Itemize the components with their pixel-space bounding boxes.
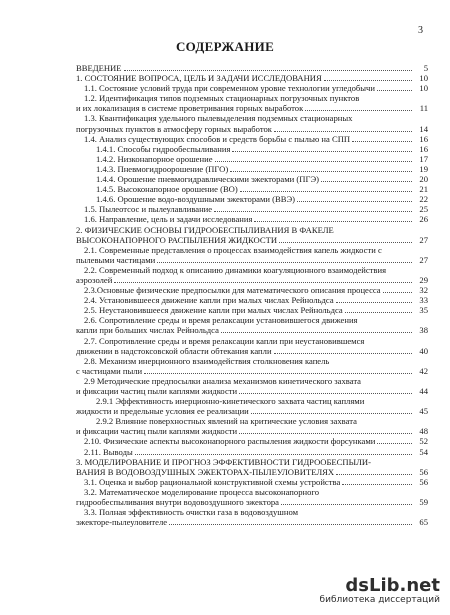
dot-leader [124, 69, 413, 71]
dslib-logo [324, 575, 442, 595]
dot-leader [274, 130, 412, 132]
dot-leader [383, 291, 412, 293]
toc-page-number: 40 [419, 345, 428, 356]
dot-leader [321, 180, 412, 182]
toc-entry-text: 2.1. Современные представления о процессах взаимодействия капель жидкости с [84, 244, 382, 255]
toc-page-number: 59 [419, 497, 428, 508]
toc-page-number: 48 [419, 426, 428, 437]
toc-entry [76, 285, 428, 295]
toc-entry-text: 2.11. Выводы [84, 446, 133, 457]
dot-leader [251, 412, 412, 414]
dot-leader [345, 311, 412, 313]
toc-entry [76, 477, 428, 487]
toc-page-number: 54 [419, 446, 428, 457]
toc-entry [76, 487, 428, 507]
toc-entry-text: 1.4.2. Низконапорное орошение [96, 153, 213, 164]
toc-entry-text: 1.6. Направление, цель и задачи исследования [84, 214, 253, 225]
dot-leader [297, 200, 412, 202]
toc-page-number: 19 [419, 163, 428, 174]
toc-page-number: 27 [419, 234, 428, 245]
toc-entry-text: 3.1. Оценка и выбор рациональной конструктивной схемы устройства [84, 476, 341, 487]
dot-leader [214, 210, 412, 212]
dot-leader [221, 331, 412, 333]
toc-page-number: 14 [419, 123, 428, 134]
toc-entry [76, 134, 428, 144]
toc-page-number: 35 [419, 305, 428, 316]
toc-entry-text: 2.9 Методические предпосылки анализа механизмов кинетического захвата [84, 375, 361, 386]
toc-entry-text: 1.5. Пылеотсос и пылеулавливание [84, 204, 213, 215]
table-of-contents [76, 63, 428, 527]
toc-page-number: 11 [419, 103, 428, 114]
toc-page-number: 45 [419, 406, 428, 417]
dot-leader [305, 109, 412, 111]
toc-entry-text: и их локализация в системе проветривания горных выработок [76, 103, 304, 114]
toc-entry-text: 2.7. Сопротивление среды и время релаксации капли при неустановившемся [84, 335, 365, 346]
dot-leader [377, 89, 412, 91]
toc-entry [76, 245, 428, 265]
toc-entry-text: 2.3.Основные физические предпосылки для математического описания процесса [84, 285, 381, 296]
dot-leader [169, 523, 412, 525]
toc-entry [76, 315, 428, 335]
toc-entry [76, 265, 428, 285]
toc-entry-text: 2.9.1 Эффективность инерционно-кинетического захвата частиц каплями [96, 396, 365, 407]
toc-entry [76, 356, 428, 376]
toc-entry [76, 83, 428, 93]
toc-page-number: 10 [419, 73, 428, 84]
toc-page-number: 21 [419, 184, 428, 195]
toc-entry-text: 2.6. Сопротивление среды и время релаксации установившегося движения [84, 315, 358, 326]
toc-page-number: 17 [419, 153, 428, 164]
toc-entry-text: капли при больших числах Рейнольдса [76, 325, 219, 336]
dot-leader [239, 392, 412, 394]
toc-entry [76, 113, 428, 133]
toc-entry-text: погрузочных пунктов в атмосферу горных выработок [76, 123, 272, 134]
toc-page-number: 29 [419, 274, 428, 285]
dslib-logo-text: dsLib.net [345, 575, 440, 595]
toc-entry [76, 164, 428, 174]
page-number: 3 [418, 25, 423, 36]
toc-entry [76, 174, 428, 184]
toc-entry-text: 1.4.4. Орошение пневмогидравлическими эжекторами (ПГЭ) [96, 174, 319, 185]
toc-entry-text: движении в надстоксовской области обтекания капли [76, 345, 272, 356]
dot-leader [232, 150, 412, 152]
dot-leader [144, 372, 412, 374]
toc-entry-text: гидрообеспыливания внутри водовоздушного эжектора [76, 497, 279, 508]
toc-entry-text: 1.4.3. Пневмогидроорошение (ПГО) [96, 163, 229, 174]
toc-page-number: 16 [419, 143, 428, 154]
dot-leader [114, 281, 412, 283]
watermark-subtitle: библиотека диссертаций [319, 595, 440, 605]
toc-page-number: 10 [419, 83, 428, 94]
toc-entry-text: ВАНИЯ В ВОДОВОЗДУШНЫХ ЭЖЕКТОРАХ-ПЫЛЕУЛОВИТЕЛЯХ [76, 466, 335, 477]
dot-leader [240, 190, 412, 192]
toc-page-number: 56 [419, 476, 428, 487]
toc-entry-text: эжекторе-пылеуловителе [76, 517, 168, 528]
dot-leader [324, 79, 412, 81]
toc-page-number: 16 [419, 133, 428, 144]
watermark [319, 575, 442, 609]
toc-page-number: 38 [419, 325, 428, 336]
dot-leader [215, 160, 412, 162]
toc-entry-text: 2.2. Современный подход к описанию динамики коагуляционного взаимодействия [84, 264, 387, 275]
toc-entry-text: 1.4.6. Орошение водо-воздушными эжекторами (ВВЭ) [96, 194, 296, 205]
toc-entry [76, 73, 428, 83]
toc-entry-text: 2.4. Установившееся движение капли при малых числах Рейнольдса [84, 295, 334, 306]
dot-leader [274, 352, 412, 354]
dot-leader [157, 261, 412, 263]
toc-entry [76, 376, 428, 396]
toc-entry [76, 144, 428, 154]
toc-entry-text: с частицами пыли [76, 365, 143, 376]
dot-leader [352, 140, 412, 142]
dot-leader [135, 453, 412, 455]
dot-leader [281, 503, 412, 505]
toc-page-number: 5 [423, 63, 428, 73]
toc-page-number: 52 [419, 436, 428, 447]
toc-entry [76, 447, 428, 457]
toc-page-number: 25 [419, 204, 428, 215]
toc-entry-text: 2.5. Неустановившееся движение капли при малых числах Рейнольдса [84, 305, 343, 316]
toc-entry-text: 1.4.5. Высоконапорное орошение (ВО) [96, 184, 238, 195]
dot-leader [239, 432, 412, 434]
toc-entry-text: 1.3. Квантификация удельного пылевыделения подземных стационарных [84, 113, 353, 124]
dot-leader [336, 473, 412, 475]
dot-leader [230, 170, 412, 172]
toc-entry [76, 305, 428, 315]
toc-entry-text: 1. СОСТОЯНИЕ ВОПРОСА, ЦЕЛЬ И ЗАДАЧИ ИССЛЕДОВАНИЯ [76, 73, 322, 84]
toc-entry [76, 507, 428, 527]
dot-leader [279, 241, 412, 243]
toc-page-number: 42 [419, 365, 428, 376]
toc-entry-text: ВЫСОКОНАПОРНОГО РАСПЫЛЕНИЯ ЖИДКОСТИ [76, 234, 278, 245]
toc-entry-text: 2.9.2 Влияние поверхностных явлений на критические условия захвата [96, 416, 357, 427]
toc-entry [76, 336, 428, 356]
toc-page-number: 44 [419, 386, 428, 396]
toc-page-number: 33 [419, 295, 428, 306]
toc-entry-text: 3.2. Математическое моделирование процесса высоконапорного [84, 486, 320, 497]
toc-entry-text: 1.1. Состояние условий труда при современном уровне технологии угледобычи [84, 83, 375, 94]
dot-leader [377, 442, 412, 444]
toc-entry-text: и фиксации частиц пыли каплями жидкости [76, 386, 238, 396]
toc-entry [76, 93, 428, 113]
toc-page-number: 65 [419, 517, 428, 528]
page-title: СОДЕРЖАНИЕ [175, 39, 275, 54]
toc-entry-text: 2.10. Физические аспекты высоконапорного распыления жидкости форсунками [84, 436, 376, 447]
toc-entry-text: 3. МОДЕЛИРОВАНИЕ И ПРОГНОЗ ЭФФЕКТИВНОСТИ ГИДРООБЕСПЫЛИ- [76, 456, 371, 467]
toc-page-number: 32 [419, 285, 428, 296]
toc-entry [76, 154, 428, 164]
toc-entry [76, 63, 428, 73]
toc-entry-text: пылевыми частицами [76, 254, 156, 265]
toc-entry [76, 457, 428, 477]
dot-leader [254, 220, 412, 222]
toc-entry-text: 1.4.1. Способы гидрообеспыливания [96, 143, 231, 154]
toc-entry [76, 194, 428, 204]
toc-entry [76, 396, 428, 416]
toc-page-number: 27 [419, 254, 428, 265]
toc-page-number: 20 [419, 174, 428, 185]
toc-entry [76, 225, 428, 245]
toc-entry-text: 2. ФИЗИЧЕСКИЕ ОСНОВЫ ГИДРООБЕСПЫЛИВАНИЯ В ФАКЕЛЕ [76, 224, 334, 235]
toc-entry-text: 3.3. Полная эффективность очистки газа в водовоздушном [84, 507, 299, 518]
toc-entry-text: 2.8. Механизм инерционного взаимодействия столкновения капель [84, 355, 330, 366]
dot-leader [336, 301, 412, 303]
toc-entry-text: ВВЕДЕНИЕ [76, 63, 122, 73]
toc-entry [76, 214, 428, 224]
toc-entry [76, 184, 428, 194]
toc-entry [76, 436, 428, 446]
toc-entry [76, 416, 428, 436]
toc-page-number: 22 [419, 194, 428, 205]
toc-entry [76, 295, 428, 305]
toc-entry [76, 204, 428, 214]
toc-page-number: 26 [419, 214, 428, 225]
toc-entry-text: аэрозолей [76, 274, 113, 285]
toc-entry-text: 1.2. Идентификация типов подземных стационарных погрузочных пунктов [84, 93, 360, 104]
dot-leader [342, 483, 412, 485]
toc-entry-text: 1.4. Анализ существующих способов и средств борьбы с пылью на СПП [84, 133, 351, 144]
toc-page-number: 56 [419, 466, 428, 477]
toc-entry-text: и фиксации частиц пыли каплями жидкости [76, 426, 238, 437]
toc-entry-text: жидкости и предельные условия ее реализации [76, 406, 249, 417]
